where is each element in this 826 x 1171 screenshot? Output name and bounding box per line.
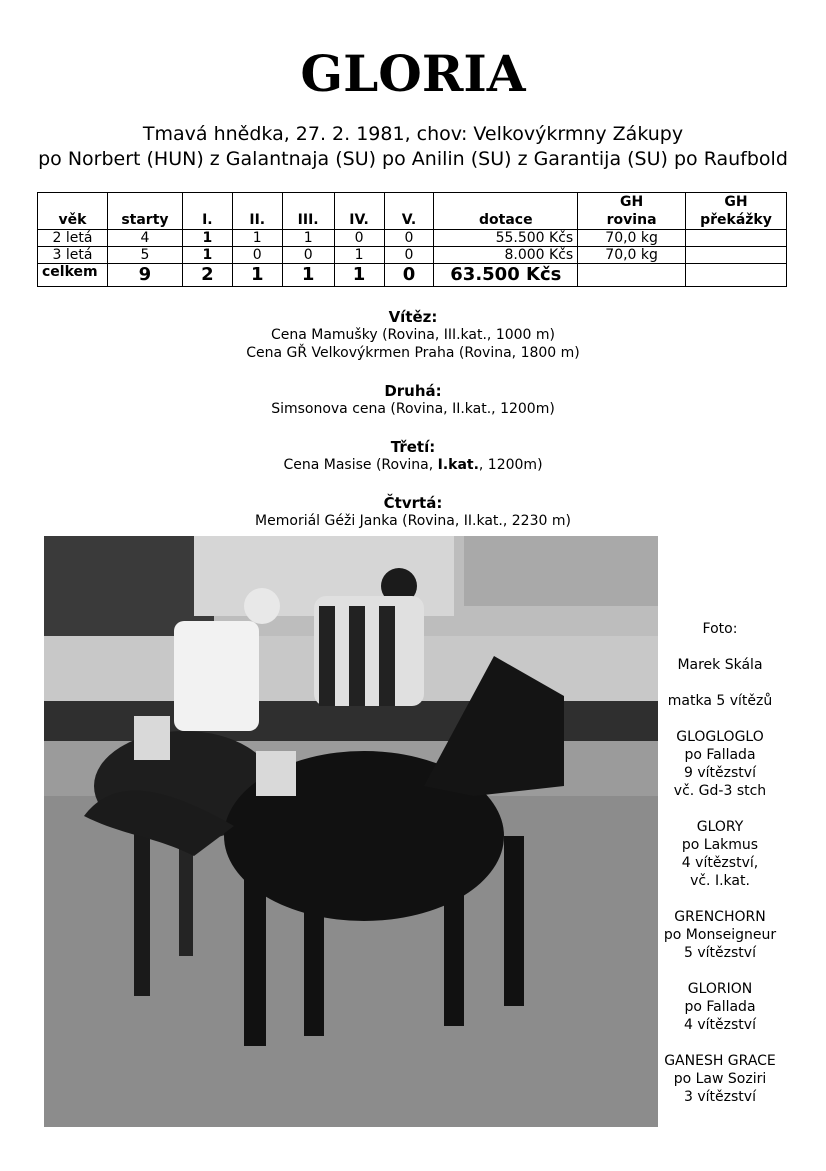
race-photo-illustration	[44, 536, 658, 1127]
table-cell: 3 letá	[38, 247, 108, 264]
table-cell: 1	[282, 230, 334, 247]
total-first: 2	[182, 264, 232, 287]
table-cell: 70,0 kg	[578, 247, 686, 264]
table-row	[38, 230, 787, 247]
table-header-row	[38, 193, 787, 230]
header-second: II.	[232, 193, 282, 230]
total-gh-jumps	[686, 264, 787, 287]
table-cell: 55.500 Kčs	[434, 230, 578, 247]
header-age: věk	[38, 193, 108, 230]
race-photo	[44, 536, 658, 1127]
race-entry	[0, 456, 826, 474]
table-cell: 2 letá	[38, 230, 108, 247]
dam-summary: matka 5 vítězů	[667, 693, 773, 709]
offspring-wins: 9 vítězství	[684, 765, 756, 781]
offspring-name: GRENCHORN	[674, 909, 766, 925]
offspring-note: vč. I.kat.	[690, 873, 750, 889]
race-entry: Cena Mamušky (Rovina, III.kat., 1000 m)	[270, 327, 556, 343]
offspring-name: GLORY	[696, 819, 744, 835]
table-cell: 1	[182, 230, 232, 247]
offspring-wins: 3 vítězství	[684, 1089, 756, 1105]
third-heading: Třetí:	[390, 438, 436, 456]
race-entry: Cena GŘ Velkovýkrmen Praha (Rovina, 1800 m)	[246, 345, 580, 361]
table-cell: 8.000 Kčs	[434, 247, 578, 264]
header-prize-money: dotace	[434, 193, 578, 230]
table-cell	[686, 247, 787, 264]
header-starts: starty	[107, 193, 182, 230]
table-cell: 70,0 kg	[578, 230, 686, 247]
header-gh-flat: GH rovina	[578, 193, 686, 230]
offspring-sire: po Lakmus	[681, 837, 759, 853]
race-entry: Memoriál Géži Janka (Rovina, II.kat., 2230 m)	[255, 513, 571, 529]
header-first: I.	[182, 193, 232, 230]
table-cell: 0	[282, 247, 334, 264]
table-total-row	[38, 264, 787, 287]
offspring-sire: po Monseigneur	[663, 927, 777, 943]
photo-credit-label: Foto:	[702, 621, 738, 637]
offspring-wins: 5 vítězství	[684, 945, 756, 961]
offspring-name: GLOGLOGLO	[676, 729, 764, 745]
table-cell: 0	[384, 247, 434, 264]
photographer-name: Marek Skála	[677, 657, 763, 673]
race-category-bold: I.kat.	[437, 457, 479, 473]
offspring-note: vč. Gd-3 stch	[673, 783, 767, 799]
total-third: 1	[282, 264, 334, 287]
photo-caption-sidebar	[660, 620, 780, 1106]
header-gh-jumps: GH překážky	[686, 193, 787, 230]
table-cell: 4	[107, 230, 182, 247]
table-cell: 5	[107, 247, 182, 264]
offspring-sire: po Fallada	[684, 999, 756, 1015]
table-cell: 0	[334, 230, 384, 247]
race-wins-list	[0, 308, 826, 530]
header-fifth: V.	[384, 193, 434, 230]
total-starts: 9	[107, 264, 182, 287]
offspring-name: GLORION	[687, 981, 753, 997]
table-cell	[686, 230, 787, 247]
race-entry-text: , 1200m)	[478, 457, 543, 473]
table-cell: 0	[232, 247, 282, 264]
total-label: celkem	[38, 264, 108, 287]
total-prize-money: 63.500 Kčs	[434, 264, 578, 287]
total-fourth: 1	[334, 264, 384, 287]
offspring-sire: po Fallada	[684, 747, 756, 763]
race-record-table	[37, 192, 787, 287]
header-third: III.	[282, 193, 334, 230]
pedigree-line: po Norbert (HUN) z Galantnaja (SU) po Anilin (SU) z Garantija (SU) po Raufbold	[38, 148, 788, 170]
horse-description: Tmavá hnědka, 27. 2. 1981, chov: Velkovýkrmny Zákupy	[142, 123, 684, 145]
winner-heading: Vítěz:	[388, 308, 438, 326]
race-entry: Simsonova cena (Rovina, II.kat., 1200m)	[271, 401, 555, 417]
total-fifth: 0	[384, 264, 434, 287]
total-second: 1	[232, 264, 282, 287]
total-gh-flat	[578, 264, 686, 287]
offspring-wins: 4 vítězství	[684, 1017, 756, 1033]
table-cell: 1	[182, 247, 232, 264]
table-cell: 0	[384, 230, 434, 247]
second-heading: Druhá:	[384, 382, 442, 400]
fourth-heading: Čtvrtá:	[383, 494, 443, 512]
offspring-wins: 4 vítězství,	[681, 855, 759, 871]
race-entry-text: Cena Masise (Rovina,	[283, 457, 438, 473]
header-fourth: IV.	[334, 193, 384, 230]
offspring-sire: po Law Soziri	[673, 1071, 767, 1087]
table-row	[38, 247, 787, 264]
table-cell: 1	[334, 247, 384, 264]
offspring-name: GANESH GRACE	[664, 1053, 776, 1069]
page-title: GLORIA	[300, 44, 526, 103]
table-cell: 1	[232, 230, 282, 247]
